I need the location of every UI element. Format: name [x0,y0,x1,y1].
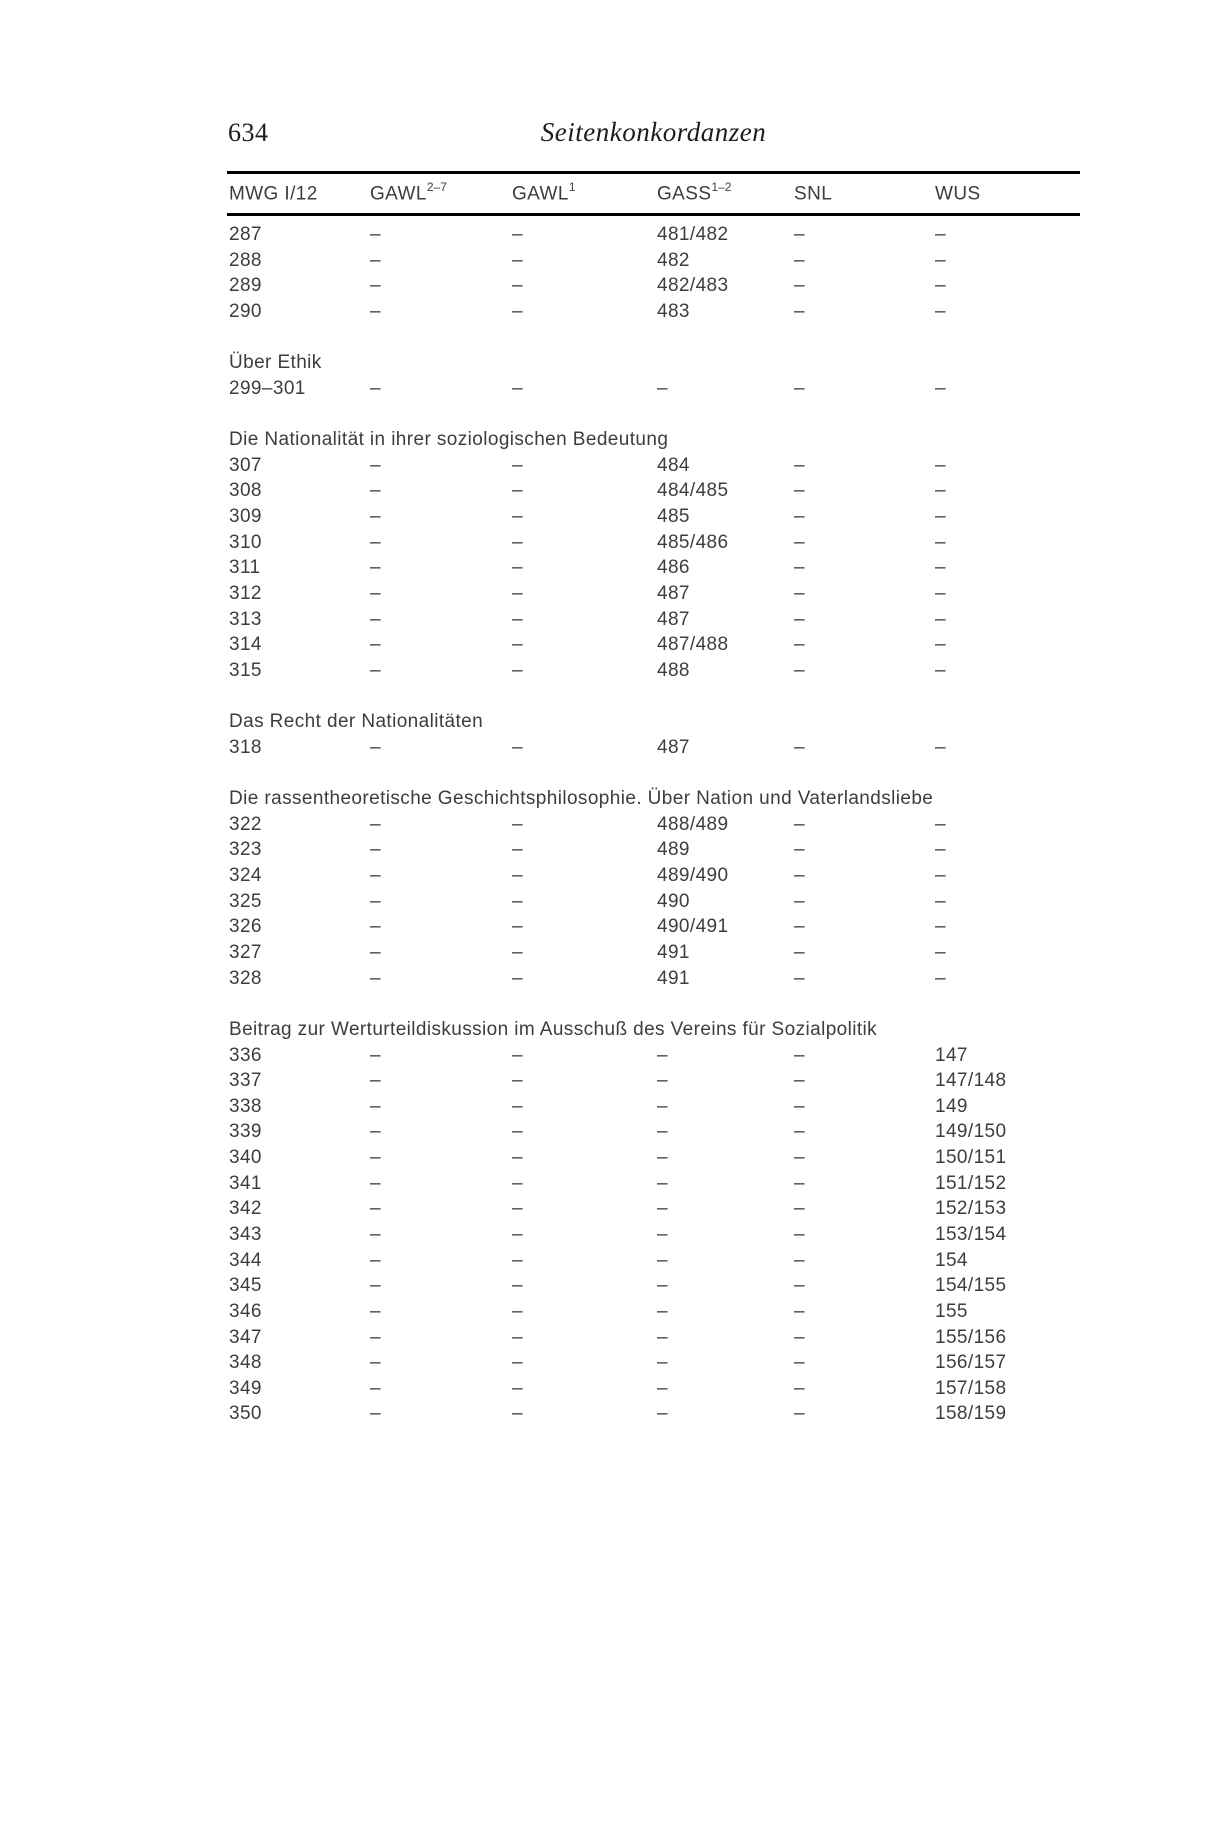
section-heading: Beitrag zur Werturteildiskussion im Ausschuß des Vereins für Sozialpolitik [229,1018,878,1040]
table-cell: 328 [229,967,262,989]
table-cell: – [794,582,805,604]
table-header-row [227,174,1080,213]
table-cell: 336 [229,1044,262,1066]
table-cell: 307 [229,454,262,476]
table-row [229,273,1080,299]
table-cell: 485/486 [657,531,729,553]
table-cell: 151/152 [935,1172,1007,1194]
table-cell: – [794,736,805,758]
table-cell: – [657,1147,668,1169]
table-cell: 491 [657,967,690,989]
table-cell: – [935,916,946,938]
table-row [229,837,1080,863]
table-cell: – [935,967,946,989]
row-gap [229,760,1080,786]
table-cell: 158/159 [935,1403,1007,1425]
table-cell: 491 [657,941,690,963]
table-cell: 325 [229,890,262,912]
table-cell: – [794,813,805,835]
table-cell: 345 [229,1275,262,1297]
table-cell: 154/155 [935,1275,1007,1297]
table-cell: 326 [229,916,262,938]
table-cell: – [512,582,523,604]
table-row [229,1171,1080,1197]
table-cell: 315 [229,659,262,681]
table-cell: – [794,659,805,681]
table-cell: – [794,224,805,245]
table-cell: – [512,224,523,245]
table-cell: – [370,377,381,399]
table-cell: 156/157 [935,1352,1007,1374]
column-header-label: GAWL [370,183,427,205]
table-cell: – [512,813,523,835]
table-row [229,1350,1080,1376]
table-cell: – [370,480,381,502]
table-cell: – [512,249,523,271]
table-cell: – [657,1352,668,1374]
row-gap [229,991,1080,1017]
concordance-table-body [227,216,1080,1427]
table-cell: – [794,1095,805,1117]
table-cell: 350 [229,1403,262,1425]
table-row [229,1222,1080,1248]
table-cell: 488/489 [657,813,729,835]
table-cell: – [512,1275,523,1297]
table-cell: 339 [229,1121,262,1143]
table-cell: – [370,1326,381,1348]
table-cell: – [370,454,381,476]
table-cell: – [794,1300,805,1322]
table-cell: – [657,1095,668,1117]
table-cell: – [370,1147,381,1169]
table-cell: – [370,1198,381,1220]
table-cell: – [512,634,523,656]
table-cell: – [512,1377,523,1399]
table-cell: – [935,224,946,245]
table-cell: – [794,1326,805,1348]
table-cell: – [935,377,946,399]
table-cell: – [657,1326,668,1348]
table-cell: – [370,1223,381,1245]
table-cell: – [512,916,523,938]
table-cell: – [512,1198,523,1220]
table-cell: 485 [657,506,690,528]
table-row [229,222,1080,248]
table-cell: 484/485 [657,480,729,502]
table-cell: – [370,916,381,938]
table-cell: 482/483 [657,275,729,297]
table-cell: 288 [229,249,262,271]
table-cell: 487 [657,582,690,604]
table-cell: – [794,890,805,912]
table-cell: – [794,1121,805,1143]
table-cell: 290 [229,300,262,322]
table-cell: – [512,1403,523,1425]
column-header-label: MWG I/12 [229,183,318,205]
table-cell: 482 [657,249,690,271]
table-cell: – [935,300,946,322]
table-cell: – [794,1198,805,1220]
table-cell: 289 [229,275,262,297]
table-cell: – [935,839,946,861]
table-cell: – [370,1300,381,1322]
table-cell: – [935,454,946,476]
table-cell: – [935,531,946,553]
table-cell: – [794,377,805,399]
table-cell: – [794,967,805,989]
table-cell: – [794,608,805,630]
page-header [227,0,1080,171]
table-cell: – [512,1352,523,1374]
table-cell: – [370,557,381,579]
table-cell: – [935,941,946,963]
column-header-superscript: 1–2 [711,180,732,195]
table-cell: – [657,1121,668,1143]
column-header-gawl-1 [512,181,657,205]
table-cell: 481/482 [657,224,729,245]
table-cell: – [794,865,805,887]
table-row [229,1325,1080,1351]
table-cell: – [512,275,523,297]
table-cell: – [370,865,381,887]
column-header-label: SNL [794,183,833,205]
table-cell: 487/488 [657,634,729,656]
table-cell: 155 [935,1300,968,1322]
table-cell: – [370,634,381,656]
table-cell: 287 [229,224,262,245]
table-cell: – [794,1275,805,1297]
page-number: 634 [228,118,269,147]
table-cell: – [512,377,523,399]
table-cell: – [512,557,523,579]
table-cell: 349 [229,1377,262,1399]
table-cell: – [512,1326,523,1348]
column-header-label: GASS [657,183,712,205]
table-cell: – [370,941,381,963]
table-row [229,1068,1080,1094]
table-cell: – [935,890,946,912]
table-cell: – [935,634,946,656]
table-row [229,889,1080,915]
row-gap [229,684,1080,710]
table-row [229,863,1080,889]
table-row [229,735,1080,761]
table-row [229,555,1080,581]
table-cell: 150/151 [935,1147,1007,1169]
table-cell: 483 [657,300,690,322]
column-header-snl [794,181,935,205]
table-cell: – [512,967,523,989]
table-cell: – [370,224,381,245]
table-cell: – [512,1147,523,1169]
table-cell: – [370,506,381,528]
table-row [229,530,1080,556]
table-cell: 309 [229,506,262,528]
table-cell: – [370,249,381,271]
table-cell: – [370,967,381,989]
column-header-wus [935,181,1080,205]
table-cell: – [370,736,381,758]
table-cell: – [794,1147,805,1169]
table-cell: – [512,1249,523,1271]
table-cell: – [370,1403,381,1425]
table-cell: 310 [229,531,262,553]
table-row [229,966,1080,992]
table-cell: 488 [657,659,690,681]
table-cell: 314 [229,634,262,656]
table-cell: – [935,582,946,604]
table-cell: – [794,1172,805,1194]
table-cell: 489/490 [657,865,729,887]
table-cell: – [370,813,381,835]
table-row [229,1401,1080,1427]
table-cell: 341 [229,1172,262,1194]
table-cell: 340 [229,1147,262,1169]
table-cell: – [512,1223,523,1245]
table-row [229,504,1080,530]
table-cell: 487 [657,736,690,758]
table-row [229,1299,1080,1325]
row-gap [229,401,1080,427]
section-heading: Die rassentheoretische Geschichtsphilosophie. Über Nation und Vaterlandsliebe [229,788,934,810]
table-cell: – [657,1275,668,1297]
table-row [229,1119,1080,1145]
table-cell: – [794,300,805,322]
table-cell: 147/148 [935,1070,1007,1092]
table-cell: – [512,839,523,861]
table-cell: – [657,1377,668,1399]
table-row [229,1145,1080,1171]
table-cell: 342 [229,1198,262,1220]
table-cell: – [935,813,946,835]
table-cell: – [512,659,523,681]
table-cell: – [794,531,805,553]
table-cell: – [657,1172,668,1194]
column-header-superscript: 1 [568,180,576,195]
table-cell: 323 [229,839,262,861]
column-header-mwg-i12 [229,181,370,205]
table-cell: – [794,1403,805,1425]
table-cell: – [370,1377,381,1399]
table-row [229,1248,1080,1274]
table-cell: – [935,736,946,758]
table-cell: 486 [657,557,690,579]
table-row [229,658,1080,684]
table-cell: – [794,454,805,476]
table-row [229,914,1080,940]
table-row [229,299,1080,325]
table-cell: – [512,1300,523,1322]
table-cell: – [794,557,805,579]
table-cell: – [370,1095,381,1117]
table-cell: 338 [229,1095,262,1117]
table-cell: 484 [657,454,690,476]
table-cell: 299–301 [229,377,306,399]
table-cell: 489 [657,839,690,861]
table-cell: 344 [229,1249,262,1271]
table-cell: 313 [229,608,262,630]
table-cell: 318 [229,736,262,758]
table-cell: – [512,865,523,887]
table-cell: – [512,1121,523,1143]
table-cell: – [370,659,381,681]
column-header-gawl-2-7 [370,181,512,205]
table-cell: – [794,1070,805,1092]
table-cell: – [370,839,381,861]
table-row [229,1376,1080,1402]
table-cell: – [657,377,668,399]
table-row [229,1043,1080,1069]
table-cell: – [512,1070,523,1092]
table-cell: – [512,736,523,758]
table-cell: – [657,1249,668,1271]
table-cell: – [370,608,381,630]
table-cell: – [370,1070,381,1092]
table-cell: – [935,659,946,681]
table-cell: 153/154 [935,1223,1007,1245]
table-cell: 155/156 [935,1326,1007,1348]
table-cell: – [794,839,805,861]
table-cell: – [794,1044,805,1066]
table-cell: – [935,865,946,887]
section-heading: Über Ethik [229,352,322,374]
table-cell: – [370,1249,381,1271]
table-cell: – [370,300,381,322]
table-cell: 346 [229,1300,262,1322]
table-cell: 149/150 [935,1121,1007,1143]
table-row [229,1196,1080,1222]
table-cell: – [794,634,805,656]
table-cell: – [512,1172,523,1194]
table-cell: 312 [229,582,262,604]
table-cell: – [512,941,523,963]
table-row [229,453,1080,479]
table-cell: 308 [229,480,262,502]
table-cell: – [512,454,523,476]
table-cell: 347 [229,1326,262,1348]
table-cell: 157/158 [935,1377,1007,1399]
table-row [229,632,1080,658]
table-cell: 490 [657,890,690,912]
table-cell: – [794,480,805,502]
table-cell: – [370,1172,381,1194]
running-title: Seitenkonkordanzen [540,117,767,147]
table-cell: 147 [935,1044,968,1066]
column-header-superscript: 2–7 [426,180,447,195]
table-cell: – [657,1198,668,1220]
table-cell: – [794,1223,805,1245]
table-cell: – [935,608,946,630]
table-cell: 348 [229,1352,262,1374]
table-cell: 149 [935,1095,968,1117]
table-cell: – [935,275,946,297]
table-cell: – [512,1044,523,1066]
column-header-gass-1-2 [657,181,794,205]
table-row [229,607,1080,633]
table-cell: – [794,249,805,271]
table-cell: – [512,1095,523,1117]
table-cell: 487 [657,608,690,630]
table-cell: 490/491 [657,916,729,938]
table-cell: 337 [229,1070,262,1092]
table-row [229,581,1080,607]
table-cell: – [935,249,946,271]
table-cell: – [370,1044,381,1066]
column-header-label: WUS [935,183,981,205]
table-cell: – [794,1352,805,1374]
table-cell: 343 [229,1223,262,1245]
row-gap [229,325,1080,351]
table-cell: – [370,1352,381,1374]
table-cell: – [794,916,805,938]
table-cell: – [512,890,523,912]
table-cell: 324 [229,865,262,887]
table-row [229,940,1080,966]
table-row [229,1094,1080,1120]
table-row [229,812,1080,838]
table-cell: 327 [229,941,262,963]
table-cell: – [935,480,946,502]
table-cell: – [657,1403,668,1425]
table-cell: – [370,582,381,604]
table-cell: – [657,1044,668,1066]
table-cell: – [794,941,805,963]
table-cell: – [657,1300,668,1322]
table-cell: – [794,275,805,297]
table-cell: – [370,531,381,553]
table-cell: 322 [229,813,262,835]
table-cell: 154 [935,1249,968,1271]
table-cell: – [512,506,523,528]
table-cell: – [794,506,805,528]
table-cell: – [512,300,523,322]
section-heading: Die Nationalität in ihrer soziologischen Bedeutung [229,429,669,451]
table-row [229,1273,1080,1299]
table-cell: – [370,1121,381,1143]
table-cell: – [657,1223,668,1245]
table-cell: – [794,1249,805,1271]
table-row [229,376,1080,402]
column-header-label: GAWL [512,183,569,205]
table-cell: 152/153 [935,1198,1007,1220]
table-cell: – [370,275,381,297]
table-cell: – [657,1070,668,1092]
table-cell: – [935,557,946,579]
section-heading: Das Recht der Nationalitäten [229,711,484,733]
table-cell: – [512,608,523,630]
table-cell: – [370,890,381,912]
table-row [229,478,1080,504]
table-cell: – [512,480,523,502]
table-row [229,248,1080,274]
table-cell: – [935,506,946,528]
text-block [227,0,1080,1427]
table-cell: – [370,1275,381,1297]
table-cell: – [512,531,523,553]
table-cell: 311 [229,557,261,579]
table-cell: – [794,1377,805,1399]
